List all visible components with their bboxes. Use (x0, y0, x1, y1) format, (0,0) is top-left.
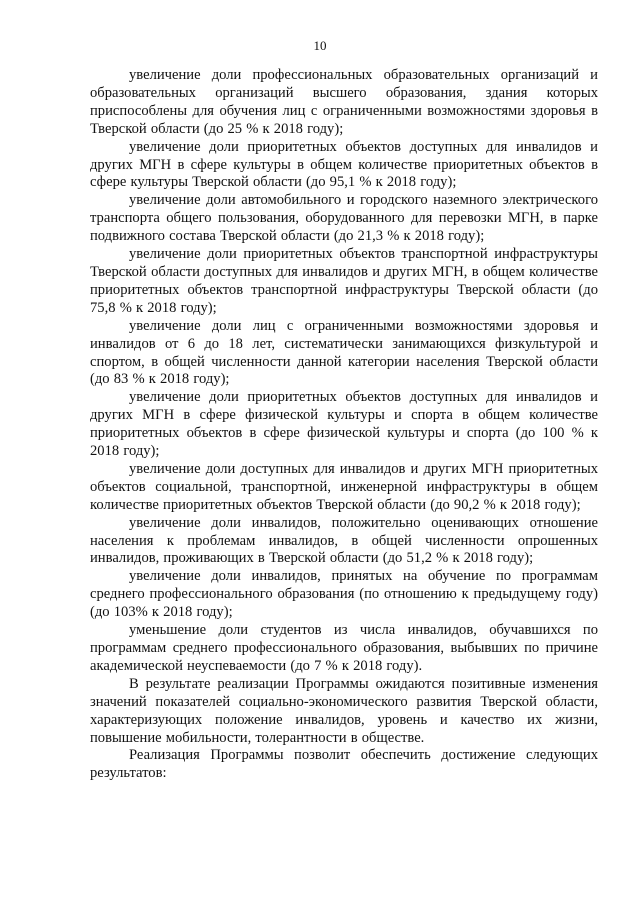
paragraph-12: Реализация Программы позволит обеспечить достижение следующих результатов: (90, 747, 598, 782)
paragraph-1: увеличение доли профессиональных образовательных организаций и образовательных организаций высшего образования, здания которых приспособлены для обучения лиц с ограниченными возможностями здоровья в Тверской области (до 25 % к 2018 году); (90, 67, 598, 137)
paragraph-7: увеличение доли доступных для инвалидов и других МГН приоритетных объектов социальной, транспортной, инженерной инфраструктуры в общем количестве приоритетных объектов Тверской области (до 90,2 % к 2018 году); (90, 460, 598, 513)
paragraph-8: увеличение доли инвалидов, положительно оценивающих отношение населения к проблемам инвалидов, в общей численности опрошенных инвалидов, проживающих в Тверской области (до 51,2 % к 2018 году); (90, 514, 598, 567)
paragraph-11: В результате реализации Программы ожидаются позитивные изменения значений показателей социально-экономического развития Тверской области, характеризующих положение инвалидов, уровень и качество их жизни, повышение мобильности, толерантности в обществе. (90, 675, 598, 746)
paragraph-2: увеличение доли приоритетных объектов доступных для инвалидов и других МГН в сфере культуры в общем количестве приоритетных объектов в сфере культуры Тверской области (до 95,1 % к 2018 году); (90, 138, 598, 191)
paragraph-4: увеличение доли приоритетных объектов транспортной инфраструктуры Тверской области доступных для инвалидов и других МГН, в общем количестве приоритетных объектов транспортной инфраструктуры Тверской области (до 75,8 % к 2018 году); (90, 246, 598, 316)
document-body (90, 67, 598, 783)
page-number: 10 (313, 38, 327, 53)
paragraph-3: увеличение доли автомобильного и городского наземного электрического транспорта общего пользования, оборудованного для перевозки МГН, в парке подвижного состава Тверской области (до 21,3 % к 2018 году); (90, 192, 598, 245)
paragraph-10: уменьшение доли студентов из числа инвалидов, обучавшихся по программам среднего профессионального образования, выбывших по причине академической неуспеваемости (до 7 % к 2018 году). (90, 622, 598, 674)
paragraph-5: увеличение доли лиц с ограниченными возможностями здоровья и инвалидов от 6 до 18 лет, систематически занимающихся физкультурой и спортом, в общей численности данной категории населения Тверской области (до 83 % к 2018 году); (90, 317, 598, 388)
paragraph-9: увеличение доли инвалидов, принятых на обучение по программам среднего профессионального образования (по отношению к предыдущему году) (до 103% к 2018 году); (90, 568, 598, 621)
paragraph-6: увеличение доли приоритетных объектов доступных для инвалидов и других МГН в сфере физической культуры и спорта в общем количестве приоритетных объектов в сфере физической культуры и спорта (до 100 % к 2018 году); (90, 389, 598, 460)
